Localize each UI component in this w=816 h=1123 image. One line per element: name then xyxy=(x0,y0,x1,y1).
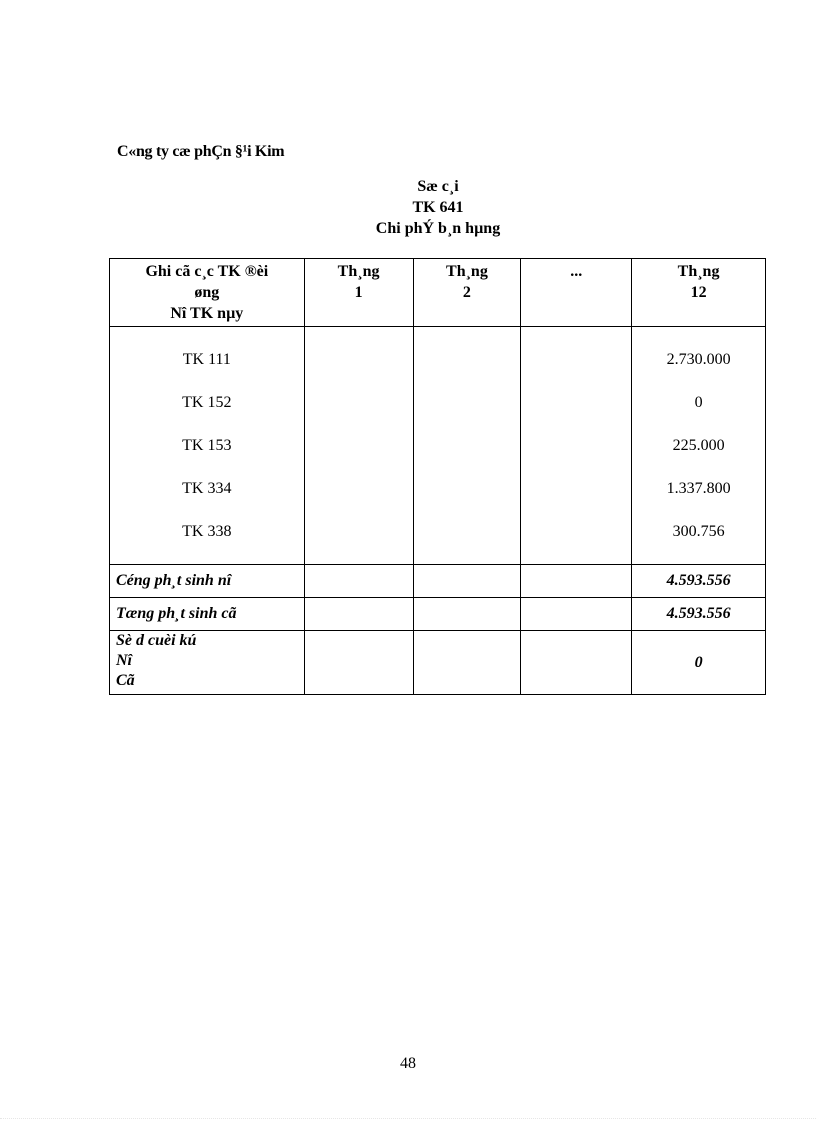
account-list xyxy=(110,327,304,564)
total-credit-label: Tæng ph¸t sinh cã xyxy=(110,598,305,631)
header-month-2: Th¸ng 2 xyxy=(413,259,521,327)
header-ellipsis: ... xyxy=(521,259,632,327)
closing-balance-amount: 0 xyxy=(632,631,766,695)
total-debit-amount: 4.593.556 xyxy=(632,565,766,598)
account-list-cell xyxy=(110,327,305,565)
total-credit-row xyxy=(110,598,766,631)
month-2-values xyxy=(413,327,521,565)
account-code: TK 334 xyxy=(182,480,232,497)
account-code: TK 152 xyxy=(182,394,232,411)
ledger-table xyxy=(109,258,766,695)
amount-value: 225.000 xyxy=(672,437,725,454)
page-number: 48 xyxy=(400,1055,416,1072)
page-bottom-divider xyxy=(0,1118,816,1119)
closing-balance-label: Sè d cuèi kú Nî Cã xyxy=(110,631,305,695)
header-contra-accounts: Ghi cã c¸c TK ®èi øng Nî TK nµy xyxy=(110,259,305,327)
ledger-header-row xyxy=(110,259,766,327)
account-code: TK 153 xyxy=(182,437,232,454)
total-debit-row xyxy=(110,565,766,598)
ledger-detail-row xyxy=(110,327,766,565)
ellipsis-values xyxy=(521,327,632,565)
month-12-value-list xyxy=(632,327,765,564)
account-code: TK 338 xyxy=(182,523,232,540)
amount-value: 1.337.800 xyxy=(666,480,731,497)
ledger-title xyxy=(280,176,596,239)
amount-value: 0 xyxy=(694,394,703,411)
ledger-title-description: Chi phÝ b¸n hµng xyxy=(375,220,501,237)
header-month-12: Th¸ng 12 xyxy=(632,259,766,327)
ledger-title-book: Sæ c¸i xyxy=(417,178,459,195)
total-debit-label: Céng ph¸t sinh nî xyxy=(110,565,305,598)
closing-balance-row xyxy=(110,631,766,695)
ledger-title-account: TK 641 xyxy=(412,199,464,216)
company-name: C«ng ty cæ phÇn §¹i Kim xyxy=(117,143,285,160)
account-code: TK 111 xyxy=(182,351,231,368)
amount-value: 300.756 xyxy=(672,523,725,540)
month-1-values xyxy=(304,327,413,565)
header-month-1: Th¸ng 1 xyxy=(304,259,413,327)
amount-value: 2.730.000 xyxy=(666,351,731,368)
total-credit-amount: 4.593.556 xyxy=(632,598,766,631)
month-12-values xyxy=(632,327,766,565)
